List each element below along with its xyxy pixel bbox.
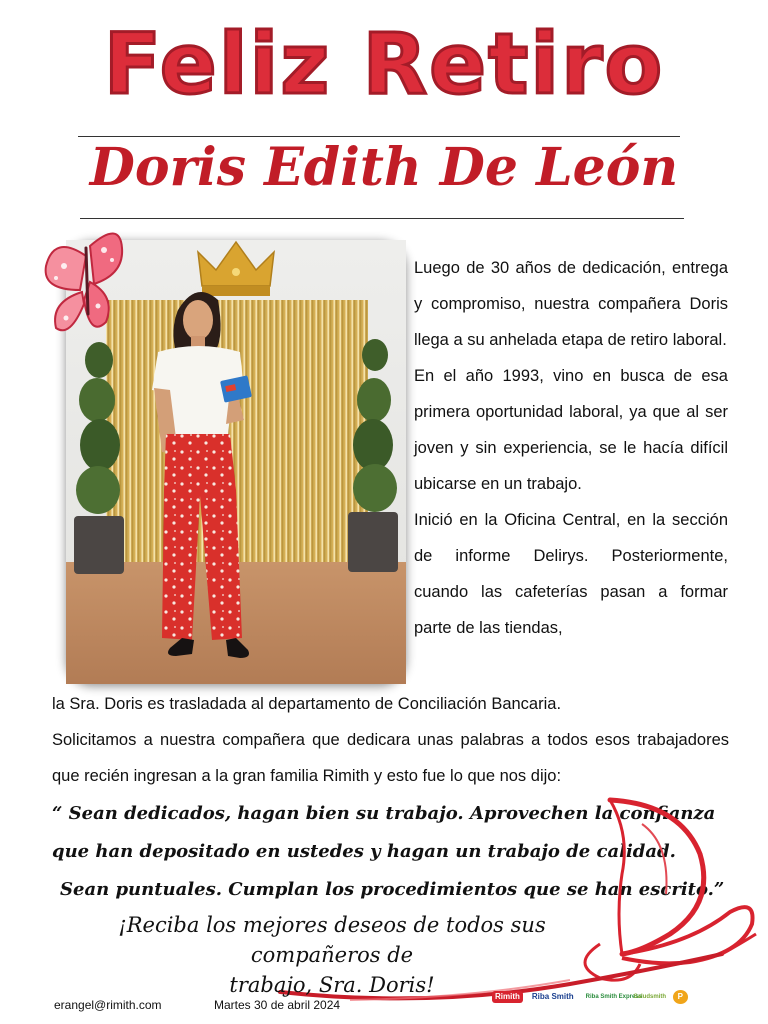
paragraph-conciliacion: la Sra. Doris es trasladada al departamento de Conciliación Bancaria.: [52, 695, 562, 713]
footer-date: Martes 30 de abril 2024: [214, 998, 341, 1012]
wish-line-1: ¡Reciba los mejores deseos de todos sus compañeros de: [118, 913, 546, 967]
name-divider: [80, 218, 684, 219]
paragraph-retirement: Luego de 30 años de dedicación, entrega y compromiso, nuestra compañera Doris llega a su anhelada etapa de retiro laboral.: [414, 259, 728, 349]
quote-line: Sean puntuales. Cumplan los procedimientos que se han escrito.”: [60, 879, 725, 900]
footer-email: erangel@rimith.com: [54, 998, 162, 1012]
retiree-name: Doris Edith De León: [89, 137, 679, 198]
logo-riba-smith-express: Riba Smith Express: [585, 994, 643, 1000]
quote-line: “ Sean dedicados, hagan bien su trabajo. Aprovechen la confianza: [52, 803, 716, 824]
logo-saludsmith: Saludsmith: [633, 994, 667, 1000]
wish-block: [52, 910, 612, 1000]
intro-text: [414, 250, 728, 646]
logo-rimith: Rimith: [492, 991, 523, 1003]
butterfly-pink-icon: [40, 226, 126, 338]
logo-p: P: [673, 990, 688, 1004]
wish-line-2: trabajo, Sra. Doris!: [229, 973, 435, 997]
paragraph-oficina-central: Inició en la Oficina Central, en la sección de informe Delirys. Posteriormente, cuando las cafeterías pasan a formar parte de las tiendas,: [414, 511, 728, 637]
page-title: Feliz Retiro: [103, 15, 665, 113]
paragraph-request: Solicitamos a nuestra compañera que dedicara unas palabras a todos esos trabajadores que recién ingresan a la gran familia Rimith y esto fue lo que nos dijo:: [52, 731, 729, 785]
paragraph-1993: En el año 1993, vino en busca de esa primera oportunidad laboral, ya que al ser joven y sin experiencia, se le hacía difícil ubicarse en un trabajo.: [414, 367, 728, 493]
brand-logos: [492, 990, 688, 1004]
body-text: [52, 686, 729, 794]
quote-line: que han depositado en ustedes y hagan un trabajo de calidad.: [52, 841, 676, 862]
logo-riba-smith: Riba Smith: [531, 992, 574, 1001]
